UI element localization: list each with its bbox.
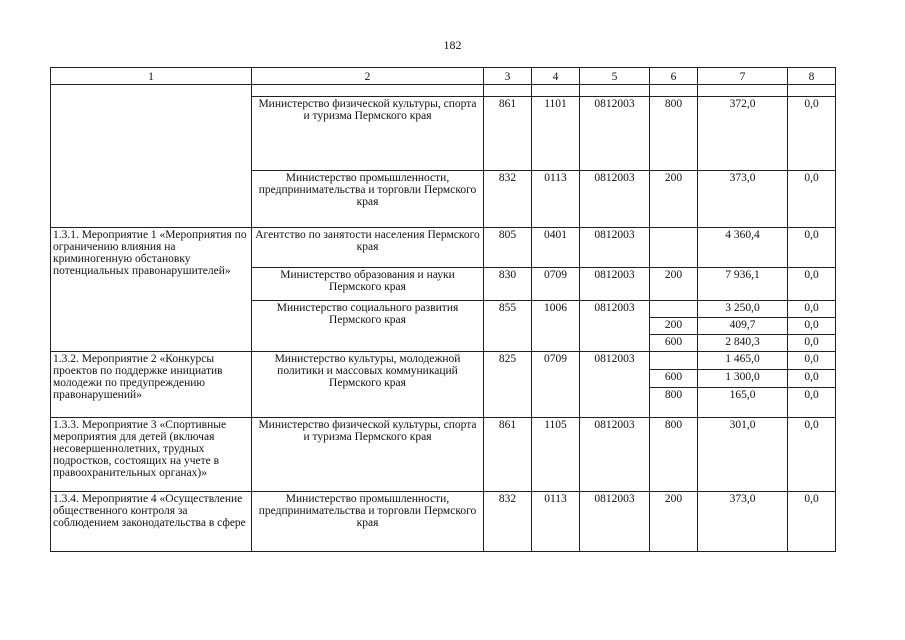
header-col-5: 5 <box>580 68 650 85</box>
cell-col-8: 0,0 <box>788 301 836 318</box>
cell-col-4: 1105 <box>532 418 580 492</box>
header-col-4: 4 <box>532 68 580 85</box>
cell-col-3: 805 <box>484 228 532 268</box>
header-col-8: 8 <box>788 68 836 85</box>
cell-col-7: 165,0 <box>698 388 788 418</box>
cell-col-8: 0,0 <box>788 418 836 492</box>
cell-col-6: 600 <box>650 370 698 388</box>
measure-title: 1.3.1. Мероприятие 1 «Мероприятия по ограничению влияния на криминогенную обстановку потенциальных правонарушителей» <box>51 228 252 352</box>
cell-col-3: 855 <box>484 301 532 352</box>
org-cell: Министерство культуры, молодежной политики и массовых коммуникаций Пермского края <box>252 352 484 418</box>
measure-title: 1.3.3. Мероприятие 3 «Спортивные мероприятия для детей (включая несовершеннолетних, трудных подростков, состоящих на учете в правоохранительных органах)» <box>51 418 252 492</box>
cell-col-3: 832 <box>484 171 532 228</box>
page-number: 182 <box>443 38 462 52</box>
cell-col-6: 600 <box>650 335 698 352</box>
header-col-6: 6 <box>650 68 698 85</box>
cell-col-8: 0,0 <box>788 171 836 228</box>
cell-col-7: 373,0 <box>698 492 788 552</box>
cell-col-3: 830 <box>484 268 532 301</box>
header-col-2: 2 <box>252 68 484 85</box>
cell-col-7: 409,7 <box>698 318 788 335</box>
cell-col-3: 832 <box>484 492 532 552</box>
cell-col-6: 800 <box>650 388 698 418</box>
cell-col-5: 0812003 <box>580 171 650 228</box>
table-row <box>51 228 836 268</box>
cell-col-8: 0,0 <box>788 268 836 301</box>
cell-col-4: 0113 <box>532 171 580 228</box>
table-row <box>51 418 836 492</box>
cell-col-8: 0,0 <box>788 97 836 171</box>
table-row <box>51 492 836 552</box>
blank-row <box>51 85 836 97</box>
org-cell: Агентство по занятости населения Пермского края <box>252 228 484 268</box>
measure-title: 1.3.2. Мероприятие 2 «Конкурсы проектов по поддержке инициатив молодежи по предупреждению правонарушений» <box>51 352 252 418</box>
org-cell: Министерство промышленности, предпринимательства и торговли Пермского края <box>252 171 484 228</box>
org-cell: Министерство промышленности, предпринимательства и торговли Пермского края <box>252 492 484 552</box>
continued-measure-cell <box>51 85 252 228</box>
cell-col-5: 0812003 <box>580 418 650 492</box>
header-row <box>51 68 836 85</box>
cell-col-7: 301,0 <box>698 418 788 492</box>
cell-col-5: 0812003 <box>580 352 650 418</box>
cell-col-8: 0,0 <box>788 228 836 268</box>
cell-col-4: 0709 <box>532 352 580 418</box>
cell-col-6: 800 <box>650 418 698 492</box>
header-col-1: 1 <box>51 68 252 85</box>
cell-col-4: 1006 <box>532 301 580 352</box>
cell-col-8: 0,0 <box>788 352 836 370</box>
cell-col-5: 0812003 <box>580 97 650 171</box>
cell-col-7: 372,0 <box>698 97 788 171</box>
cell-col-7: 2 840,3 <box>698 335 788 352</box>
cell-col-5: 0812003 <box>580 228 650 268</box>
cell-col-5: 0812003 <box>580 492 650 552</box>
cell-col-6: 800 <box>650 97 698 171</box>
org-cell: Министерство физической культуры, спорта и туризма Пермского края <box>252 418 484 492</box>
org-cell: Министерство физической культуры, спорта и туризма Пермского края <box>252 97 484 171</box>
cell-col-6 <box>650 352 698 370</box>
cell-col-8: 0,0 <box>788 388 836 418</box>
header-col-3: 3 <box>484 68 532 85</box>
measure-title: 1.3.4. Мероприятие 4 «Осуществление общественного контроля за соблюдением законодательства в сфере <box>51 492 252 552</box>
cell-col-6: 200 <box>650 492 698 552</box>
cell-col-7: 3 250,0 <box>698 301 788 318</box>
cell-col-8: 0,0 <box>788 492 836 552</box>
budget-table <box>50 67 836 552</box>
cell-col-5: 0812003 <box>580 301 650 352</box>
cell-col-4: 0401 <box>532 228 580 268</box>
cell-col-5: 0812003 <box>580 268 650 301</box>
cell-col-6: 200 <box>650 268 698 301</box>
table-row <box>51 352 836 370</box>
org-cell: Министерство социального развития Пермского края <box>252 301 484 352</box>
cell-col-4: 0709 <box>532 268 580 301</box>
cell-col-6 <box>650 301 698 318</box>
cell-col-8: 0,0 <box>788 370 836 388</box>
org-cell: Министерство образования и науки Пермского края <box>252 268 484 301</box>
cell-col-3: 825 <box>484 352 532 418</box>
cell-col-8: 0,0 <box>788 318 836 335</box>
cell-col-6: 200 <box>650 171 698 228</box>
cell-col-3: 861 <box>484 97 532 171</box>
cell-col-4: 0113 <box>532 492 580 552</box>
cell-col-3: 861 <box>484 418 532 492</box>
cell-col-6 <box>650 228 698 268</box>
cell-col-4: 1101 <box>532 97 580 171</box>
cell-col-8: 0,0 <box>788 335 836 352</box>
cell-col-7: 7 936,1 <box>698 268 788 301</box>
cell-col-7: 1 300,0 <box>698 370 788 388</box>
header-col-7: 7 <box>698 68 788 85</box>
cell-col-7: 1 465,0 <box>698 352 788 370</box>
cell-col-7: 4 360,4 <box>698 228 788 268</box>
cell-col-7: 373,0 <box>698 171 788 228</box>
cell-col-6: 200 <box>650 318 698 335</box>
